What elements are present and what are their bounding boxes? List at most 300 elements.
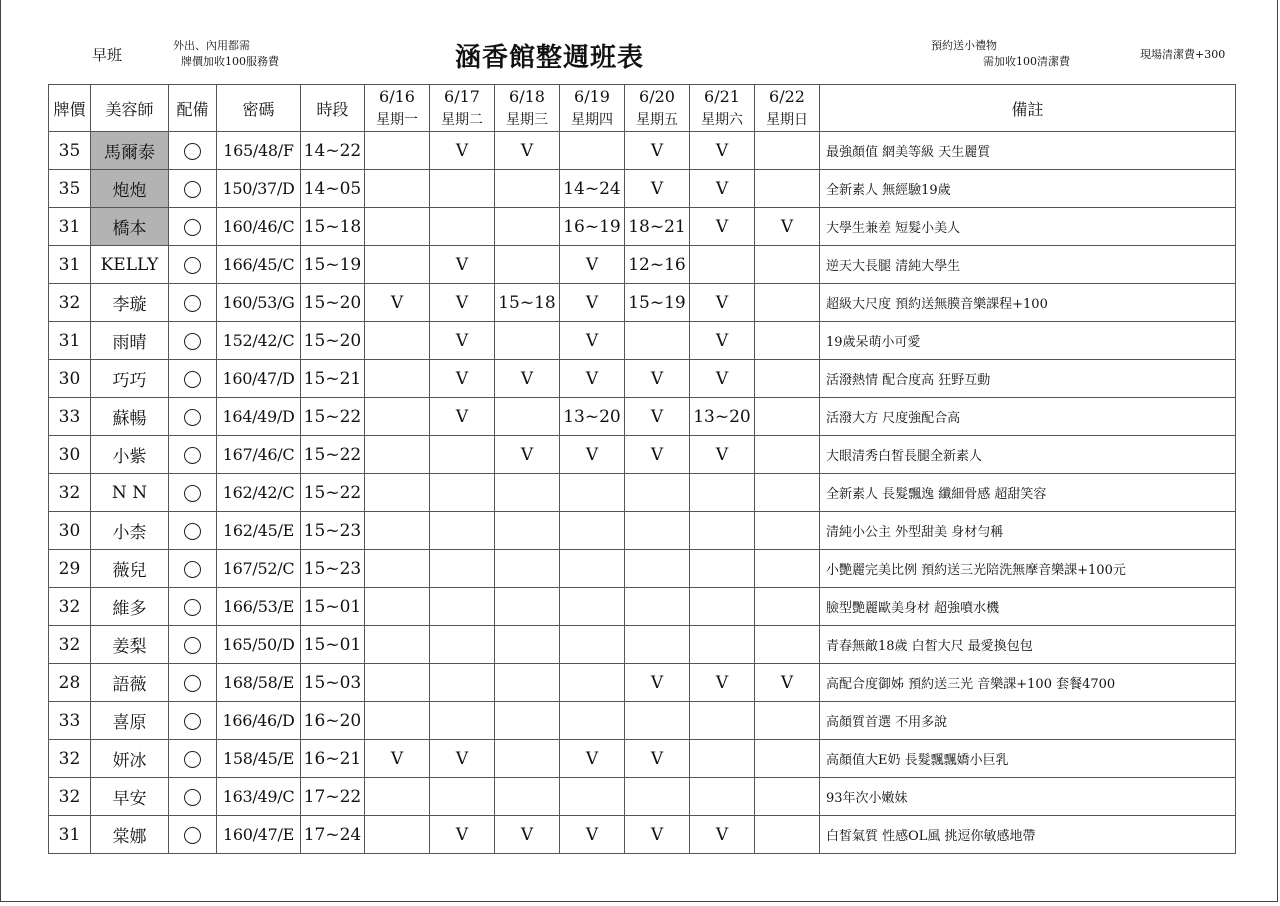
day-schedule-cell: [495, 664, 560, 702]
day-schedule-cell: [495, 512, 560, 550]
day-schedule-cell: 18~21: [625, 208, 690, 246]
time-cell: 17~24: [301, 816, 365, 854]
circle-icon: [184, 675, 201, 692]
service-fee-note-line2: 牌價加收100服務費: [181, 55, 279, 68]
time-cell: 15~18: [301, 208, 365, 246]
equipment-cell: [169, 170, 217, 208]
equipment-cell: [169, 588, 217, 626]
day-schedule-cell: [495, 702, 560, 740]
password-cell: 165/48/F: [217, 132, 301, 170]
day-schedule-cell: 14~24: [560, 170, 625, 208]
day-schedule-cell: [495, 474, 560, 512]
day-schedule-cell: [365, 436, 430, 474]
service-fee-note: [173, 38, 279, 70]
day-schedule-cell: [755, 550, 820, 588]
day-schedule-cell: [365, 360, 430, 398]
day-schedule-cell: V: [690, 436, 755, 474]
beautician-name-cell: 薇兒: [91, 550, 169, 588]
password-cell: 168/58/E: [217, 664, 301, 702]
time-cell: 15~22: [301, 398, 365, 436]
beautician-name-cell: 炮炮: [91, 170, 169, 208]
circle-icon: [184, 827, 201, 844]
table-row: [49, 208, 1236, 246]
day-schedule-cell: V: [560, 360, 625, 398]
table-row: [49, 360, 1236, 398]
equipment-cell: [169, 436, 217, 474]
day-schedule-cell: [365, 816, 430, 854]
day-schedule-cell: V: [625, 132, 690, 170]
beautician-name-cell: N N: [91, 474, 169, 512]
equipment-cell: [169, 740, 217, 778]
time-cell: 15~20: [301, 322, 365, 360]
table-row: [49, 664, 1236, 702]
price-cell: 31: [49, 322, 91, 360]
remark-cell: 小艷麗完美比例 預約送三光陪洗無摩音樂課+100元: [820, 550, 1236, 588]
beautician-name-cell: 雨晴: [91, 322, 169, 360]
price-cell: 32: [49, 474, 91, 512]
price-cell: 29: [49, 550, 91, 588]
day-schedule-cell: V: [430, 246, 495, 284]
day-schedule-cell: [690, 550, 755, 588]
day-schedule-cell: [690, 512, 755, 550]
remark-cell: 高顏質首選 不用多說: [820, 702, 1236, 740]
price-cell: 33: [49, 702, 91, 740]
table-row: [49, 550, 1236, 588]
circle-icon: [184, 713, 201, 730]
equipment-cell: [169, 398, 217, 436]
col-header-equipment: 配備: [169, 85, 217, 132]
service-fee-note-line1: 外出、內用都需: [173, 39, 250, 52]
col-header-password: 密碼: [217, 85, 301, 132]
day-schedule-cell: [690, 246, 755, 284]
circle-icon: [184, 523, 201, 540]
day-schedule-cell: [430, 170, 495, 208]
beautician-name-cell: 維多: [91, 588, 169, 626]
password-cell: 164/49/D: [217, 398, 301, 436]
day-schedule-cell: V: [365, 740, 430, 778]
day-schedule-cell: [690, 588, 755, 626]
day-schedule-cell: [365, 208, 430, 246]
price-cell: 32: [49, 588, 91, 626]
time-cell: 16~21: [301, 740, 365, 778]
day-schedule-cell: [625, 512, 690, 550]
day-schedule-cell: 15~18: [495, 284, 560, 322]
remark-cell: 19歲呆萌小可愛: [820, 322, 1236, 360]
day-schedule-cell: [625, 588, 690, 626]
circle-icon: [184, 371, 201, 388]
page-title: 涵香館整週班表: [455, 43, 645, 73]
equipment-cell: [169, 816, 217, 854]
day-schedule-cell: V: [625, 740, 690, 778]
day-schedule-cell: 16~19: [560, 208, 625, 246]
day-schedule-cell: [560, 664, 625, 702]
beautician-name-cell: 喜原: [91, 702, 169, 740]
time-cell: 15~23: [301, 550, 365, 588]
day-date: 6/19: [560, 85, 625, 109]
day-schedule-cell: [495, 626, 560, 664]
beautician-name-cell: 橋本: [91, 208, 169, 246]
table-row: [49, 740, 1236, 778]
day-schedule-cell: [560, 512, 625, 550]
password-cell: 166/46/D: [217, 702, 301, 740]
equipment-cell: [169, 626, 217, 664]
day-schedule-cell: V: [690, 816, 755, 854]
beautician-name-cell: 棠娜: [91, 816, 169, 854]
table-row: [49, 284, 1236, 322]
table-row: [49, 132, 1236, 170]
beautician-name-cell: 語薇: [91, 664, 169, 702]
circle-icon: [184, 257, 201, 274]
circle-icon: [184, 295, 201, 312]
day-schedule-cell: V: [560, 322, 625, 360]
password-cell: 150/37/D: [217, 170, 301, 208]
equipment-cell: [169, 208, 217, 246]
day-schedule-cell: V: [495, 436, 560, 474]
circle-icon: [184, 409, 201, 426]
col-header-remarks: 備註: [820, 85, 1236, 132]
day-schedule-cell: [365, 322, 430, 360]
day-schedule-cell: [755, 398, 820, 436]
day-schedule-cell: [755, 816, 820, 854]
day-schedule-cell: V: [430, 284, 495, 322]
day-schedule-cell: [560, 550, 625, 588]
schedule-table: [48, 84, 1236, 854]
remark-cell: 青春無敵18歲 白皙大尺 最愛換包包: [820, 626, 1236, 664]
day-schedule-cell: [755, 322, 820, 360]
password-cell: 152/42/C: [217, 322, 301, 360]
day-schedule-cell: [755, 778, 820, 816]
day-schedule-cell: [495, 170, 560, 208]
col-header-price: 牌價: [49, 85, 91, 132]
day-schedule-cell: [690, 778, 755, 816]
day-schedule-cell: [365, 132, 430, 170]
remark-cell: 清純小公主 外型甜美 身材勻稱: [820, 512, 1236, 550]
day-schedule-cell: [365, 246, 430, 284]
password-cell: 160/46/C: [217, 208, 301, 246]
remark-cell: 93年次小嫩妹: [820, 778, 1236, 816]
equipment-cell: [169, 702, 217, 740]
day-schedule-cell: [625, 474, 690, 512]
day-schedule-cell: [430, 208, 495, 246]
price-cell: 30: [49, 360, 91, 398]
table-row: [49, 702, 1236, 740]
day-schedule-cell: V: [690, 170, 755, 208]
day-schedule-cell: [365, 398, 430, 436]
price-cell: 28: [49, 664, 91, 702]
day-weekday: 星期四: [560, 109, 625, 132]
day-schedule-cell: [755, 588, 820, 626]
day-date: 6/17: [430, 85, 495, 109]
table-row: [49, 626, 1236, 664]
circle-icon: [184, 751, 201, 768]
remark-cell: 逆天大長腿 清純大學生: [820, 246, 1236, 284]
equipment-cell: [169, 512, 217, 550]
day-schedule-cell: [755, 474, 820, 512]
day-schedule-cell: [430, 550, 495, 588]
day-schedule-cell: [430, 436, 495, 474]
beautician-name-cell: 蘇暢: [91, 398, 169, 436]
day-schedule-cell: V: [690, 132, 755, 170]
password-cell: 160/53/G: [217, 284, 301, 322]
day-schedule-cell: [365, 626, 430, 664]
equipment-cell: [169, 246, 217, 284]
beautician-name-cell: 小紫: [91, 436, 169, 474]
day-schedule-cell: V: [755, 208, 820, 246]
beautician-name-cell: 姜梨: [91, 626, 169, 664]
time-cell: 15~20: [301, 284, 365, 322]
day-schedule-cell: [755, 740, 820, 778]
time-cell: 15~22: [301, 474, 365, 512]
beautician-name-cell: 馬爾泰: [91, 132, 169, 170]
day-schedule-cell: [365, 170, 430, 208]
day-schedule-cell: V: [430, 360, 495, 398]
price-cell: 31: [49, 208, 91, 246]
day-schedule-cell: [755, 132, 820, 170]
day-schedule-cell: V: [625, 816, 690, 854]
circle-icon: [184, 561, 201, 578]
day-schedule-cell: [755, 360, 820, 398]
time-cell: 15~01: [301, 626, 365, 664]
circle-icon: [184, 637, 201, 654]
remark-cell: 最強顏值 網美等級 天生麗質: [820, 132, 1236, 170]
time-cell: 15~21: [301, 360, 365, 398]
time-cell: 16~20: [301, 702, 365, 740]
beautician-name-cell: 李璇: [91, 284, 169, 322]
day-schedule-cell: V: [690, 664, 755, 702]
day-schedule-cell: 13~20: [560, 398, 625, 436]
remark-cell: 活潑大方 尺度強配合高: [820, 398, 1236, 436]
day-schedule-cell: V: [430, 816, 495, 854]
day-schedule-cell: [625, 322, 690, 360]
remark-cell: 全新素人 長髮飄逸 纖細骨感 超甜笑容: [820, 474, 1236, 512]
equipment-cell: [169, 360, 217, 398]
circle-icon: [184, 447, 201, 464]
day-schedule-cell: [560, 702, 625, 740]
day-weekday: 星期二: [430, 109, 495, 132]
beautician-name-cell: 小柰: [91, 512, 169, 550]
day-schedule-cell: V: [560, 740, 625, 778]
remark-cell: 高顏值大E奶 長髮飄飄嬌小巨乳: [820, 740, 1236, 778]
day-date: 6/18: [495, 85, 560, 109]
day-schedule-cell: V: [495, 132, 560, 170]
password-cell: 167/46/C: [217, 436, 301, 474]
table-row: [49, 512, 1236, 550]
time-cell: 15~03: [301, 664, 365, 702]
time-cell: 15~22: [301, 436, 365, 474]
remark-cell: 臉型艷麗歐美身材 超強噴水機: [820, 588, 1236, 626]
day-schedule-cell: [690, 626, 755, 664]
day-schedule-cell: [755, 246, 820, 284]
day-schedule-cell: [560, 588, 625, 626]
day-schedule-cell: [495, 778, 560, 816]
day-schedule-cell: [365, 550, 430, 588]
day-date: 6/21: [690, 85, 755, 109]
price-cell: 30: [49, 512, 91, 550]
equipment-cell: [169, 284, 217, 322]
day-schedule-cell: [365, 474, 430, 512]
table-row: [49, 816, 1236, 854]
shift-label: 早班: [92, 46, 123, 64]
day-schedule-cell: [430, 664, 495, 702]
beautician-name-cell: 妍冰: [91, 740, 169, 778]
time-cell: 15~19: [301, 246, 365, 284]
table-row: [49, 322, 1236, 360]
remark-cell: 大學生兼差 短髮小美人: [820, 208, 1236, 246]
price-cell: 32: [49, 740, 91, 778]
day-schedule-cell: [495, 322, 560, 360]
day-schedule-cell: V: [755, 664, 820, 702]
day-schedule-cell: [495, 246, 560, 284]
day-schedule-cell: [560, 626, 625, 664]
remark-cell: 全新素人 無經驗19歲: [820, 170, 1236, 208]
price-cell: 35: [49, 170, 91, 208]
day-schedule-cell: [625, 626, 690, 664]
circle-icon: [184, 789, 201, 806]
time-cell: 15~23: [301, 512, 365, 550]
day-schedule-cell: [560, 778, 625, 816]
day-schedule-cell: [755, 626, 820, 664]
day-schedule-cell: V: [430, 740, 495, 778]
day-schedule-cell: [625, 702, 690, 740]
price-cell: 30: [49, 436, 91, 474]
circle-icon: [184, 599, 201, 616]
day-schedule-cell: [430, 474, 495, 512]
day-schedule-cell: V: [690, 322, 755, 360]
day-schedule-cell: [755, 284, 820, 322]
equipment-cell: [169, 664, 217, 702]
day-schedule-cell: [365, 512, 430, 550]
day-schedule-cell: [430, 512, 495, 550]
day-schedule-cell: V: [430, 132, 495, 170]
password-cell: 165/50/D: [217, 626, 301, 664]
price-cell: 35: [49, 132, 91, 170]
day-schedule-cell: [495, 398, 560, 436]
circle-icon: [184, 219, 201, 236]
time-cell: 15~01: [301, 588, 365, 626]
day-schedule-cell: V: [690, 360, 755, 398]
day-schedule-cell: [495, 208, 560, 246]
day-schedule-cell: [365, 664, 430, 702]
circle-icon: [184, 181, 201, 198]
equipment-cell: [169, 132, 217, 170]
day-schedule-cell: [365, 702, 430, 740]
day-weekday: 星期日: [755, 109, 820, 132]
day-schedule-cell: V: [690, 208, 755, 246]
table-row: [49, 398, 1236, 436]
equipment-cell: [169, 474, 217, 512]
day-schedule-cell: V: [560, 246, 625, 284]
day-schedule-cell: 15~19: [625, 284, 690, 322]
day-schedule-cell: [625, 550, 690, 588]
password-cell: 167/52/C: [217, 550, 301, 588]
day-schedule-cell: V: [495, 360, 560, 398]
day-weekday: 星期六: [690, 109, 755, 132]
price-cell: 32: [49, 778, 91, 816]
remark-cell: 大眼清秀白皙長腿全新素人: [820, 436, 1236, 474]
circle-icon: [184, 485, 201, 502]
password-cell: 160/47/D: [217, 360, 301, 398]
table-row: [49, 474, 1236, 512]
day-schedule-cell: [365, 778, 430, 816]
circle-icon: [184, 333, 201, 350]
circle-icon: [184, 143, 201, 160]
day-schedule-cell: [755, 436, 820, 474]
day-schedule-cell: V: [625, 170, 690, 208]
equipment-cell: [169, 550, 217, 588]
day-schedule-cell: V: [625, 360, 690, 398]
day-schedule-cell: [690, 740, 755, 778]
day-schedule-cell: [495, 550, 560, 588]
day-schedule-cell: [430, 626, 495, 664]
day-schedule-cell: V: [430, 398, 495, 436]
day-weekday: 星期一: [365, 109, 430, 132]
password-cell: 160/47/E: [217, 816, 301, 854]
remark-cell: 活潑熱情 配合度高 狂野互動: [820, 360, 1236, 398]
day-schedule-cell: [625, 778, 690, 816]
day-schedule-cell: V: [365, 284, 430, 322]
time-cell: 14~05: [301, 170, 365, 208]
beautician-name-cell: 巧巧: [91, 360, 169, 398]
day-schedule-cell: V: [625, 664, 690, 702]
table-row: [49, 778, 1236, 816]
day-schedule-cell: 13~20: [690, 398, 755, 436]
password-cell: 166/53/E: [217, 588, 301, 626]
day-weekday: 星期三: [495, 109, 560, 132]
day-schedule-cell: V: [560, 816, 625, 854]
day-schedule-cell: [690, 474, 755, 512]
day-schedule-cell: V: [690, 284, 755, 322]
col-header-time: 時段: [301, 85, 365, 132]
password-cell: 166/45/C: [217, 246, 301, 284]
gift-note: [931, 38, 1070, 70]
day-schedule-cell: V: [625, 436, 690, 474]
day-date: 6/16: [365, 85, 430, 109]
table-row: [49, 588, 1236, 626]
day-schedule-cell: [690, 702, 755, 740]
day-schedule-cell: [495, 740, 560, 778]
day-schedule-cell: V: [560, 436, 625, 474]
price-cell: 32: [49, 626, 91, 664]
time-cell: 17~22: [301, 778, 365, 816]
equipment-cell: [169, 322, 217, 360]
day-schedule-cell: [755, 702, 820, 740]
gift-note-line2: 需加收100清潔費: [983, 55, 1070, 68]
price-cell: 31: [49, 816, 91, 854]
day-schedule-cell: [560, 474, 625, 512]
day-weekday: 星期五: [625, 109, 690, 132]
day-schedule-cell: [755, 512, 820, 550]
day-schedule-cell: V: [625, 398, 690, 436]
remark-cell: 白皙氣質 性感OL風 挑逗你敏感地帶: [820, 816, 1236, 854]
price-cell: 33: [49, 398, 91, 436]
day-schedule-cell: [495, 588, 560, 626]
time-cell: 14~22: [301, 132, 365, 170]
day-schedule-cell: V: [560, 284, 625, 322]
table-row: [49, 246, 1236, 284]
password-cell: 162/45/E: [217, 512, 301, 550]
day-schedule-cell: [365, 588, 430, 626]
remark-cell: 高配合度御姊 預約送三光 音樂課+100 套餐4700: [820, 664, 1236, 702]
remark-cell: 超級大尺度 預約送無膜音樂課程+100: [820, 284, 1236, 322]
col-header-beautician: 美容師: [91, 85, 169, 132]
day-schedule-cell: [430, 702, 495, 740]
day-schedule-cell: [430, 778, 495, 816]
price-cell: 31: [49, 246, 91, 284]
cleaning-fee-note: 現場清潔費+300: [1140, 48, 1226, 61]
header-row: [49, 85, 1236, 109]
day-schedule-cell: V: [430, 322, 495, 360]
day-schedule-cell: [430, 588, 495, 626]
